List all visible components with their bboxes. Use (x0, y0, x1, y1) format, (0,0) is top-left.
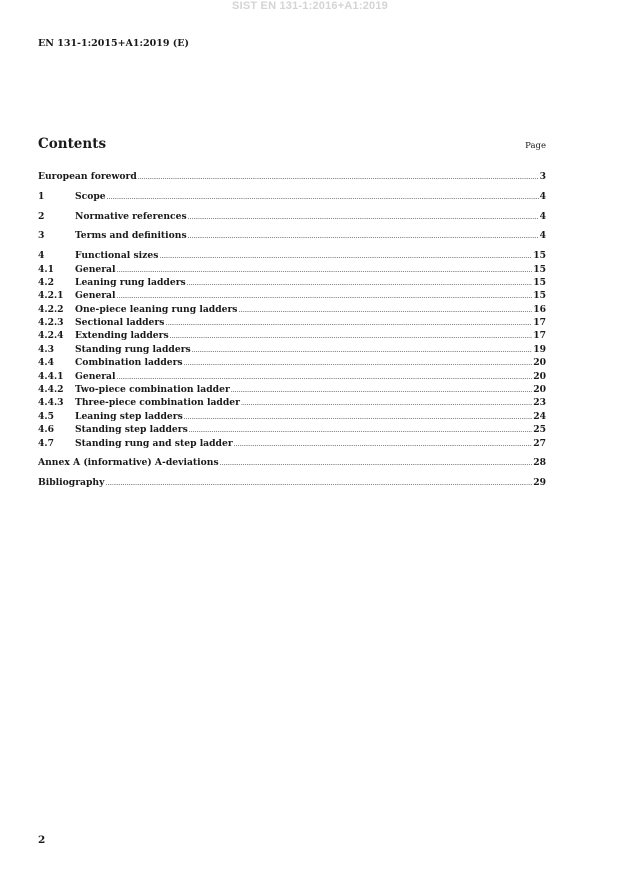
toc-entry[interactable] (38, 210, 546, 223)
toc-entry[interactable] (38, 343, 546, 356)
toc-entry-title: General (75, 290, 116, 302)
toc-entry[interactable] (38, 229, 546, 242)
toc-entry-title: General (75, 263, 116, 275)
toc-entry-title: European foreword (38, 171, 137, 182)
leader-dots (238, 303, 532, 317)
toc-entry-title: Annex A (informative) A-deviations (38, 457, 219, 469)
toc-entry-title: Standing rung and step ladder (75, 437, 233, 449)
toc-entry[interactable] (38, 249, 546, 262)
toc-entry[interactable] (38, 170, 546, 183)
toc-entry-title: Leaning rung ladders (75, 276, 186, 288)
toc-entry[interactable] (38, 456, 546, 469)
leader-dots (188, 210, 539, 224)
toc-entry-title: Leaning step ladders (75, 410, 183, 422)
toc-entry-number: 4.7 (38, 437, 54, 449)
toc-entry[interactable] (38, 276, 546, 289)
toc-entry-title: Scope (75, 190, 106, 202)
toc-entry-number: 3 (38, 230, 45, 242)
leader-dots (184, 356, 533, 370)
leader-dots (117, 289, 533, 303)
toc-entry-number: 4.4.2 (38, 384, 64, 396)
toc-entry-page: 28 (533, 457, 546, 469)
toc-entry-number: 4.2 (38, 276, 54, 288)
toc-entry-title: Combination ladders (75, 357, 183, 369)
toc-entry-page: 20 (533, 384, 546, 396)
toc-entry[interactable] (38, 303, 546, 316)
leader-dots (105, 476, 532, 490)
leader-dots (220, 456, 533, 470)
toc-entry[interactable] (38, 263, 546, 276)
leader-dots (117, 263, 533, 277)
toc-entry-page: 15 (533, 276, 546, 288)
toc-entry-number: 4.4 (38, 357, 54, 369)
leader-dots (241, 396, 532, 410)
toc-entry-number: 4.4.1 (38, 370, 64, 382)
toc-entry-title: Three-piece combination ladder (75, 397, 240, 409)
toc-entry[interactable] (38, 289, 546, 302)
toc-entry[interactable] (38, 356, 546, 369)
table-of-contents (38, 170, 546, 490)
toc-entry[interactable] (38, 370, 546, 383)
toc-entry-page: 17 (533, 330, 546, 342)
toc-entry[interactable] (38, 329, 546, 342)
toc-entry-page: 17 (533, 317, 546, 329)
toc-entry-title: Normative references (75, 210, 187, 222)
page-number: 2 (38, 834, 46, 846)
toc-entry-page: 15 (533, 263, 546, 275)
toc-entry[interactable] (38, 190, 546, 203)
toc-entry-page: 16 (533, 303, 546, 315)
toc-entry-page: 27 (533, 437, 546, 449)
toc-entry-page: 20 (533, 357, 546, 369)
contents-heading: Contents (38, 136, 107, 152)
toc-entry-number: 4 (38, 250, 45, 262)
leader-dots (170, 329, 533, 343)
toc-entry-page: 29 (533, 477, 546, 489)
leader-dots (117, 370, 533, 384)
toc-entry-number: 4.5 (38, 410, 54, 422)
toc-entry-number: 4.2.2 (38, 303, 64, 315)
toc-entry[interactable] (38, 316, 546, 329)
toc-entry-title: Extending ladders (75, 330, 169, 342)
toc-entry[interactable] (38, 437, 546, 450)
toc-entry-number: 4.1 (38, 263, 54, 275)
watermark: SIST EN 131-1:2016+A1:2019 (232, 0, 388, 12)
toc-entry[interactable] (38, 383, 546, 396)
toc-entry-number: 4.3 (38, 343, 54, 355)
toc-entry-page: 4 (539, 210, 546, 222)
toc-entry-page: 19 (533, 343, 546, 355)
toc-entry-page: 4 (539, 230, 546, 242)
toc-entry-number: 4.2.3 (38, 317, 64, 329)
toc-entry-title: Terms and definitions (75, 230, 187, 242)
leader-dots (184, 410, 532, 424)
toc-entry-number: 4.2.1 (38, 290, 64, 302)
leader-dots (231, 383, 532, 397)
toc-entry-page: 20 (533, 370, 546, 382)
toc-entry[interactable] (38, 423, 546, 436)
toc-entry-title: Standing step ladders (75, 424, 188, 436)
toc-entry-number: 4.2.4 (38, 330, 64, 342)
leader-dots (234, 437, 533, 451)
toc-entry-title: General (75, 370, 116, 382)
toc-entry-title: Bibliography (38, 477, 105, 489)
toc-entry-page: 25 (533, 424, 546, 436)
page-column-label: Page (525, 141, 546, 151)
toc-entry-page: 4 (539, 190, 546, 202)
toc-entry[interactable] (38, 476, 546, 489)
toc-entry-title: Standing rung ladders (75, 343, 191, 355)
leader-dots (138, 170, 539, 184)
document-id: EN 131-1:2015+A1:2019 (E) (38, 38, 189, 49)
toc-entry-title: Sectional ladders (75, 317, 165, 329)
toc-entry-page: 3 (539, 171, 546, 182)
leader-dots (107, 190, 539, 204)
leader-dots (189, 423, 532, 437)
toc-entry-number: 4.4.3 (38, 397, 64, 409)
toc-entry-title: One-piece leaning rung ladders (75, 303, 238, 315)
leader-dots (188, 229, 539, 243)
leader-dots (187, 276, 533, 290)
toc-entry[interactable] (38, 410, 546, 423)
toc-entry-page: 23 (533, 397, 546, 409)
leader-dots (159, 249, 532, 263)
toc-entry-title: Two-piece combination ladder (75, 384, 230, 396)
leader-dots (165, 316, 532, 330)
toc-entry-page: 24 (533, 410, 546, 422)
leader-dots (192, 343, 533, 357)
toc-entry-page: 15 (533, 290, 546, 302)
toc-entry-number: 4.6 (38, 424, 54, 436)
toc-entry-number: 2 (38, 210, 45, 222)
toc-entry-page: 15 (533, 250, 546, 262)
toc-entry-number: 1 (38, 190, 45, 202)
toc-entry[interactable] (38, 396, 546, 409)
toc-entry-title: Functional sizes (75, 250, 159, 262)
